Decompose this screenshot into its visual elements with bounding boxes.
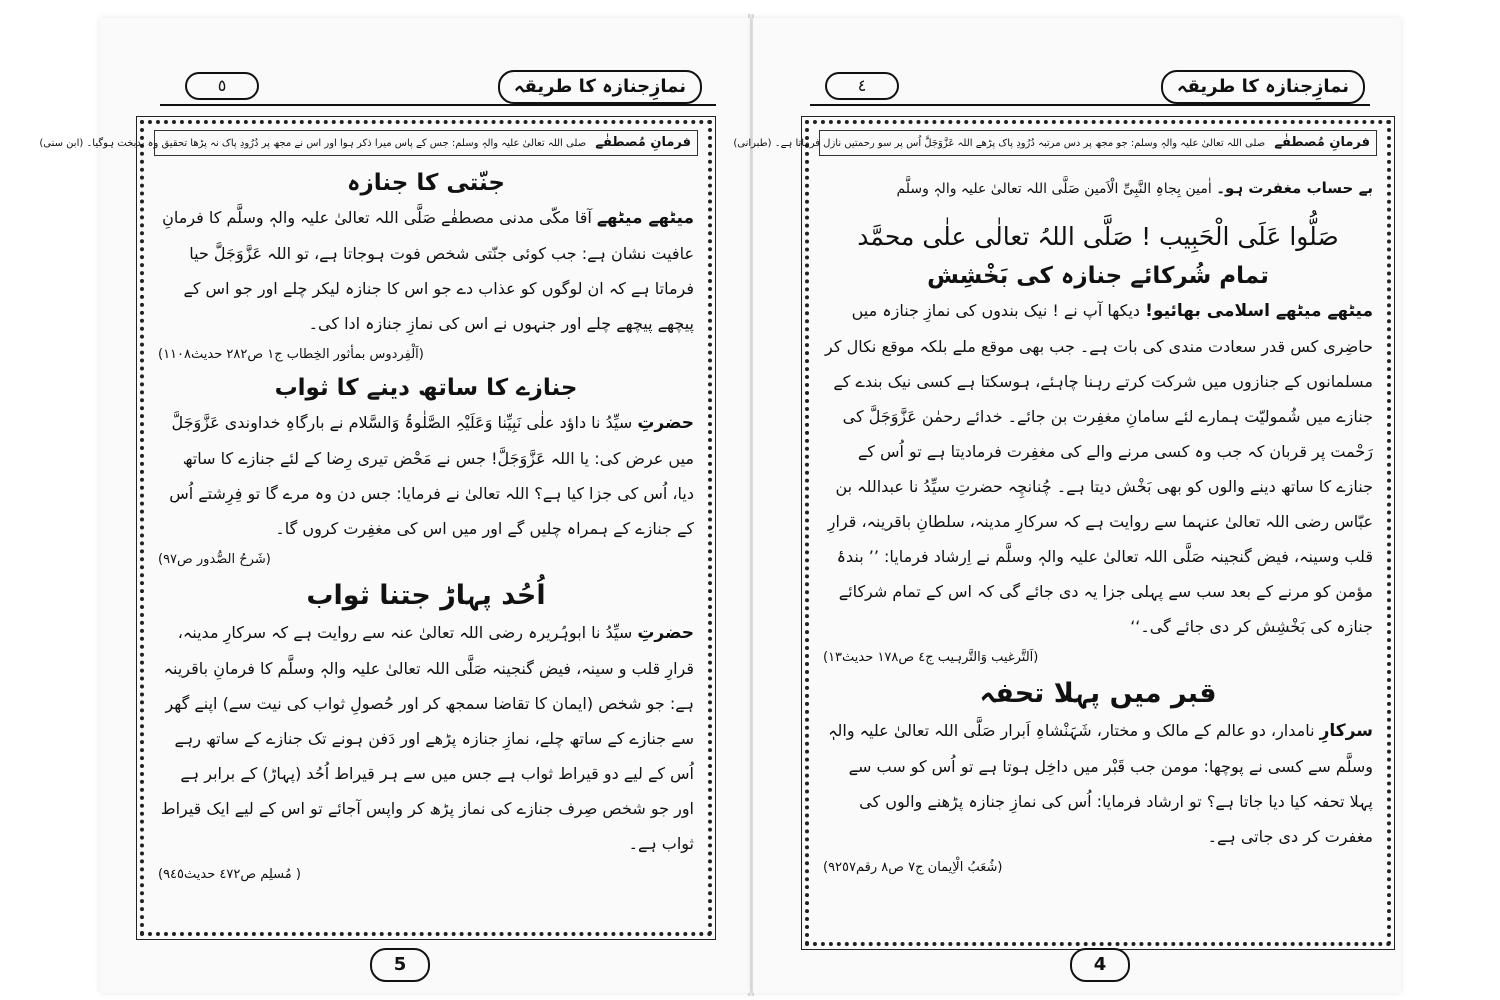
right-p2-lead: سرکارِ [1319, 721, 1373, 741]
left-paragraph-1 [158, 200, 694, 341]
left-page-frame [39, 120, 712, 936]
right-hadith-tagline [733, 130, 1377, 156]
left-reference-1: (اَلْفِردوس بمأثور الخِطاب ج١ ص٢٨٢ حدیث١١٠٨) [158, 347, 424, 362]
right-p1-text: دیکھا آپ نے ! نیک بندوں کی نمازِ جنازہ میں حاضِری کس قدر سعادت مندی کی بات ہے۔ جب بھی موقع ملے بلکہ موقع نکال کر مسلمانوں کے جنازوں میں شرکت کرتے رہنا چاہئے، ہوسکتا ہے کسی نیک بندے کے جنازے میں شُمولیّت ہمارے لئے سامانِ مغفِرت بن جائے۔ خدائے رحمٰن عَزَّوَجَلَّ کی رَحْمت پر قربان کہ جب وہ کسی مرنے والے کی مغفِرت فرمادیتا ہے تو اُس کے جنازے کا ساتھ دینے والوں کو بھی بَخْش دیتا ہے۔ چُنانچِہ حضرتِ سیِّدُ نا عبداللہ بن عبّاس رضی اللہ تعالیٰ عنہما سے روایت ہے کہ سرکارِ مدینہ، سلطانِ باقرینہ، قرارِ قلب وسینہ، فیض گنجینہ صَلَّی اللہ تعالیٰ علیہ والہٖ وسلَّم نے اِرشاد فرمایا: ’’ بندۂ مؤمن کو مرنے کے بعد سب سے پہلی جزا یہ دی جائے گی کہ اس کے تمام شرکائے جنازہ کی بَخْشِش کر دی جائے گی۔‘‘ [825, 301, 1373, 636]
left-header-rule [160, 104, 716, 106]
left-p2-lead: حضرتِ [637, 413, 694, 433]
left-reference-2: (شَرحُ الصُّدور ص٩٧) [158, 552, 271, 567]
right-p2-text: نامدار، دو عالم کے مالک و مختار، شَہَنْشاہِ اَبرار صَلَّی اللہ تعالیٰ علیہ والہٖ وسلَّم سے کسی نے پوچھا: مومن جب قَبْر میں داخِل ہوتا ہے تو اُس کو سب سے پہلا تحفہ کیا دیا جاتا ہے؟ تو ارشاد فرمایا: اُس کی نمازِ جنازہ پڑھنے والوں کی مغفرت کر دی جاتی ہے۔ [828, 721, 1373, 846]
right-tag-source: (طبرانی) [733, 138, 772, 149]
left-reference-3: ( مُسلِم ص٤٧٢ حدیث٩٤٥) [158, 867, 301, 882]
right-reference-2: (شُعَبُ الْاِیمان ج٧ ص٨ رقم٩٢٥٧) [823, 860, 1003, 875]
right-p1-lead: میٹھے میٹھے اسلامی بھائیو! [1145, 301, 1373, 321]
right-footer-page-number: 4 [1070, 948, 1130, 982]
right-p0-lead: بے حساب مغفرت ہو۔ [1216, 179, 1373, 197]
right-heading-2: قبر میں پہلا تحفہ [979, 678, 1217, 709]
left-p1-text: آقا مکّی مدنی مصطفٰے صَلَّی اللہ تعالیٰ علیہ والہٖ وسلَّم کا فرمانِ عافیت نشان ہے: جب کوئی جنّتی شخص فوت ہوجاتا ہے، تو اللہ عَزَّوَجَلَّ حیا فرماتا ہے کہ ان لوگوں کو عذاب دے جو اس کا جنازہ لیکر چلے اور جو اس کے پیچھے پیچھے چلے اور جنہوں نے اس کی نمازِ جنازہ ادا کی۔ [162, 208, 694, 333]
right-reference-1: (اَلتَّرغیب وَالتَّرہیب ج٤ ص١٧٨ حدیث١٣) [823, 650, 1039, 665]
left-p2-text: سیِّدُ نا داؤد علٰی نَبِیِّنا وَعَلَیْہِ الصَّلٰوۃُ وَالسَّلام نے بارگاہِ خداوندی عَزَّوَجَلَّ میں عرض کی: یا اللہ عَزَّوَجَلَّ! جس نے مَحْض تیری رِضا کے لئے جنازے کا ساتھ دیا، اُس کی جزا کیا ہے؟ اللہ تعالیٰ نے فرمایا: جس دن وہ مرے گا تو فِرِشتے اُس کے جنازے کے ہمراہ چلیں گے اور میں اس کی مغفِرت کروں گا۔ [169, 413, 694, 538]
right-p0-text: اٰمین بِجاہِ النَّبِیِّ الْاَمین صَلَّی اللہ تعالیٰ علیہ والہٖ وسلَّم [896, 181, 1212, 197]
right-paragraph-2 [823, 713, 1373, 854]
left-page-header [120, 70, 720, 104]
right-header-title: نمازِجنازہ کا طریقہ [1161, 70, 1365, 104]
left-tag-source: (ابن سنی) [39, 138, 84, 149]
right-tag-text: صلی اللہ تعالیٰ علیہ والہٖ وسلم: جو مجھ پر دس مرتبہ دُرُودِ پاک پڑھے اللہ عَزَّوَجَلَّ اُس پر سو رحمتیں نازل فرماتا ہے۔ [774, 138, 1266, 149]
left-p1-lead: میٹھے میٹھے [596, 208, 694, 228]
left-tag-text: صلی اللہ تعالیٰ علیہ والہٖ وسلم: جس کے پاس میرا ذکر ہوا اور اس نے مجھ پر دُرُودِ پاک نہ پڑھا تحقیق وہ بدبخت ہوگیا۔ [86, 138, 587, 149]
left-p3-text: سیِّدُ نا ابوہُریرہ رضی اللہ تعالیٰ عنہ سے روایت ہے کہ سرکارِ مدینہ، قرارِ قلب و سینہ، فیض گنجینہ صَلَّی اللہ تعالیٰ علیہ والہٖ وسلَّم کا فرمانِ باقرینہ ہے: جو شخص (ایمان کا تقاضا سمجھ کر اور حُصولِ ثواب کی نیت سے) اپنے گھر سے جنازے کے ساتھ چلے، نمازِ جنازہ پڑھے اور دَفن ہونے تک جنازے کے ساتھ رہے اُس کے لیے دو قیراط ثواب ہے جس میں سے ہر قیراط اُحُد (پہاڑ) کے برابر ہے اور جو شخص صِرف جنازے کی نماز پڑھ کر واپس آجائے تو اس کے لیے ایک قیراط ثواب ہے۔ [160, 623, 694, 853]
right-durud-line: صَلُّوا عَلَی الْحَبِیب ! صَلَّی اللہُ تعالٰی علٰی محمَّد [857, 222, 1339, 251]
right-header-page-number: ٤ [825, 72, 899, 100]
right-page-frame [733, 120, 1391, 946]
right-paragraph-0 [823, 174, 1373, 203]
right-tag-label: فرمانِ مُصطفٰے [1274, 135, 1370, 150]
right-page-header [780, 70, 1390, 104]
left-p3-lead: حضرتِ [637, 623, 694, 643]
right-heading-1: تمام شُرکائے جنازہ کی بَخْشِش [927, 263, 1269, 289]
left-heading-2: جنازے کا ساتھ دینے کا ثواب [274, 375, 578, 401]
left-footer-page-number: 5 [370, 948, 430, 982]
left-hadith-tagline [39, 130, 698, 156]
right-page-body [823, 160, 1373, 884]
left-heading-3: اُحُد پہاڑ جتنا ثواب [306, 580, 546, 611]
left-paragraph-2 [158, 405, 694, 546]
left-tag-label: فرمانِ مُصطفٰے [595, 135, 691, 150]
right-paragraph-1 [823, 293, 1373, 644]
left-header-page-number: ٥ [185, 72, 259, 100]
left-header-title: نمازِجنازہ کا طریقہ [498, 70, 702, 104]
left-paragraph-3 [158, 615, 694, 861]
left-heading-1: جنّتی کا جنازہ [347, 170, 505, 196]
right-header-rule [810, 104, 1370, 106]
left-page-body [158, 164, 694, 891]
